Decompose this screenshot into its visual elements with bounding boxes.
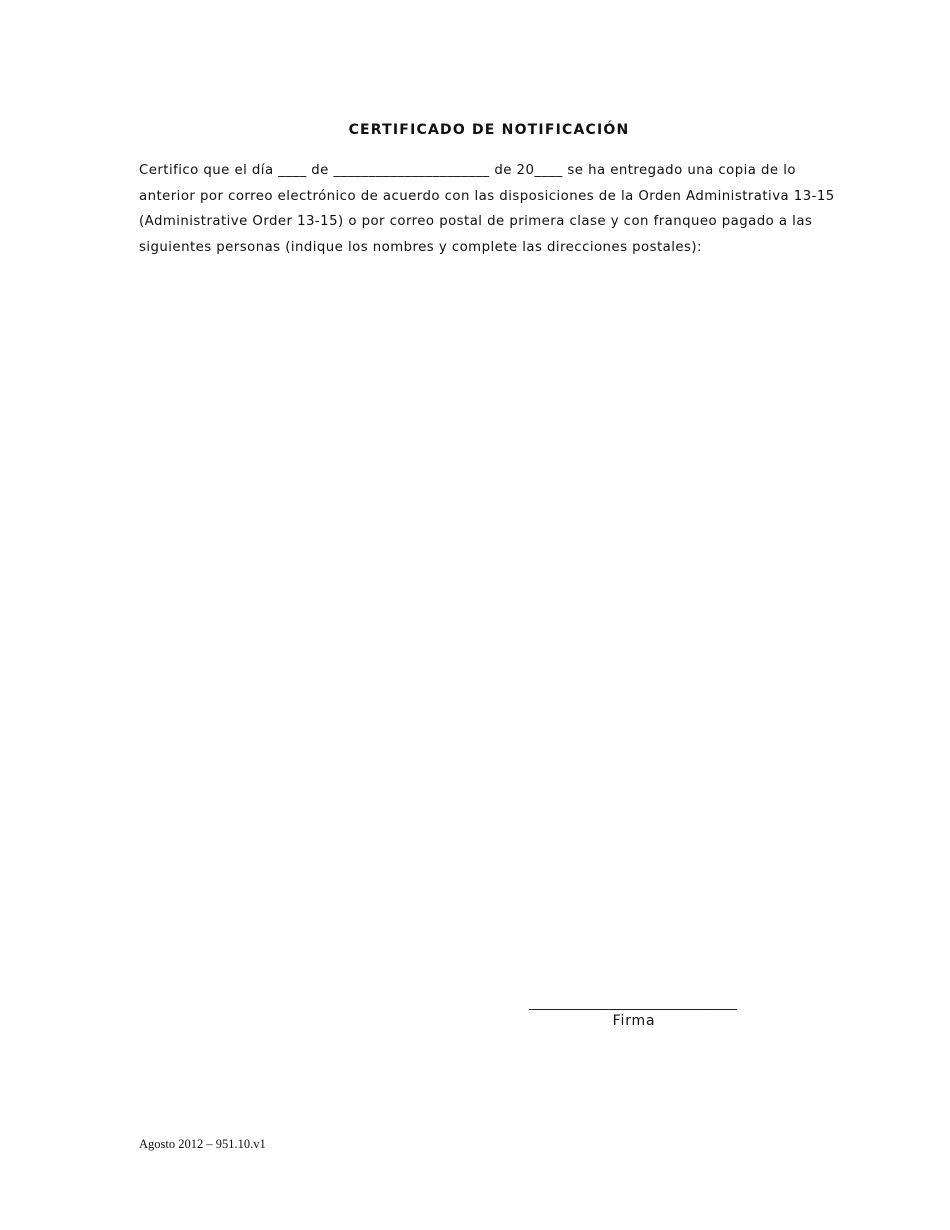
- footer-version: Agosto 2012 – 951.10.v1: [139, 1137, 266, 1151]
- certification-paragraph: Certifico que el día ____ de ______________________ de 20____ se ha entregado una copia de lo anterior por correo electrónico de acuerdo con las disposiciones de la Orden Administrativa 13-15 (Administrative Order 13-15) o por correo postal de primera clase y con franqueo pagado a las siguientes personas (indique los nombres y complete las direcciones postales):: [139, 163, 835, 255]
- signature-label: Firma: [612, 1013, 656, 1029]
- page-title: CERTIFICADO DE NOTIFICACIÓN: [348, 122, 630, 138]
- signature-line: ________________________________: [529, 996, 737, 1011]
